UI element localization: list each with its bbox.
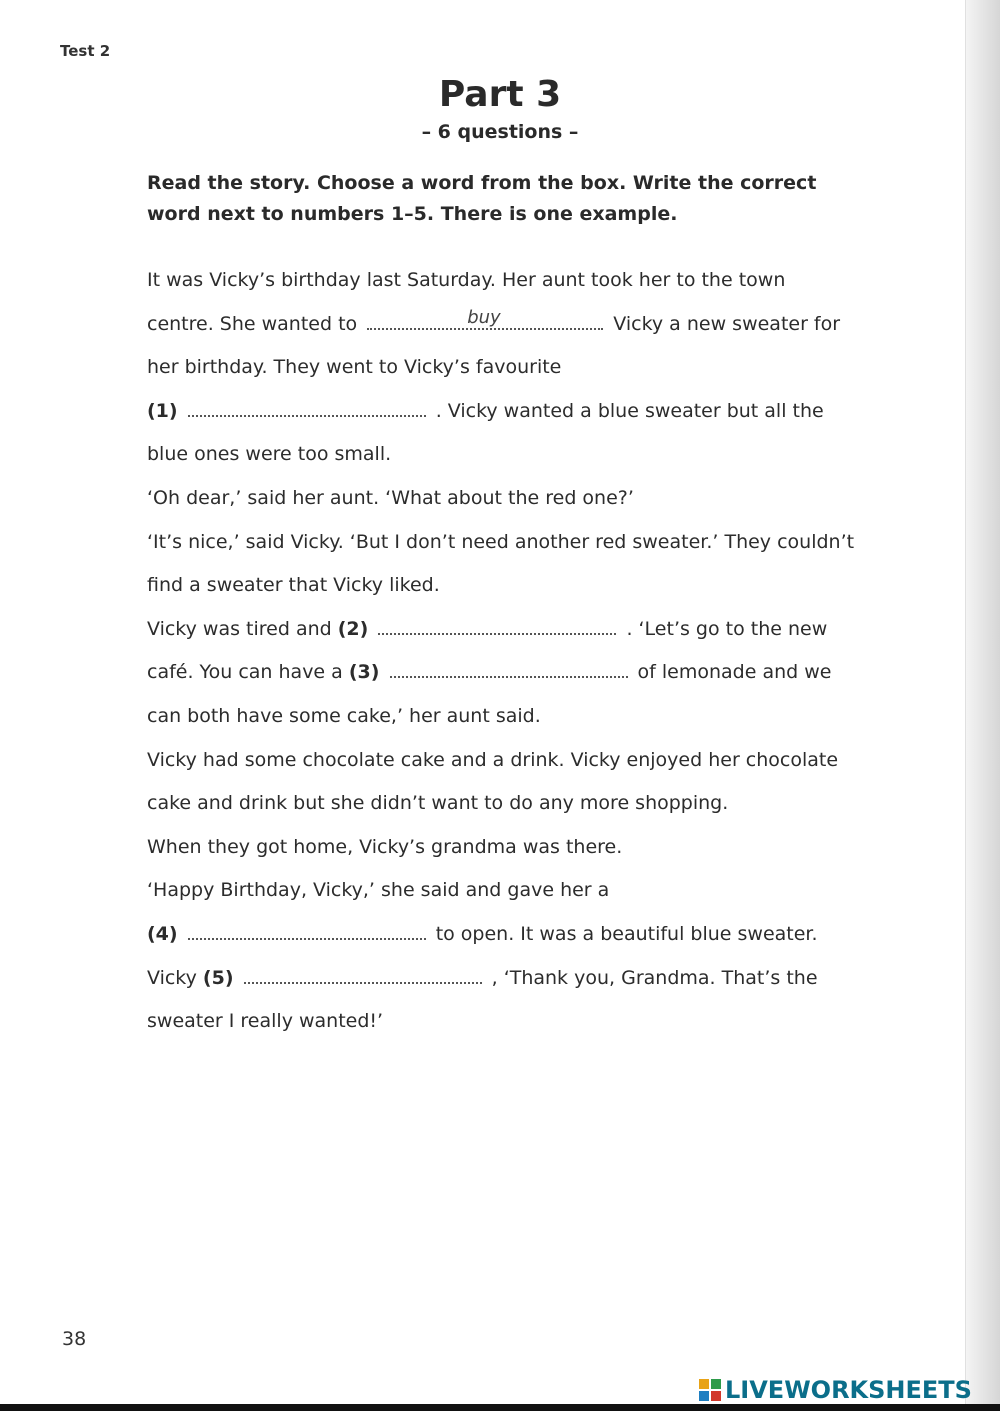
story-line-13: cake and drink but she didn’t want to do any more shopping. xyxy=(147,792,729,815)
story-line-2-end: Vicky a new sweater for xyxy=(613,312,841,335)
story-line-5: blue ones were too small. xyxy=(147,443,392,466)
page-number: 38 xyxy=(62,1328,87,1350)
page-subtitle: – 6 questions – xyxy=(421,121,579,143)
answer-blank-2[interactable] xyxy=(378,617,616,635)
story-text xyxy=(147,259,867,1044)
test-label: Test 2 xyxy=(60,42,111,60)
story-line-14: When they got home, Vicky’s grandma was there. xyxy=(147,835,623,858)
brand-name: LIVEWORKSHEETS xyxy=(725,1376,972,1404)
question-2-number: (2) xyxy=(337,617,369,640)
story-line-6: ‘Oh dear,’ said her aunt. ‘What about the red one?’ xyxy=(147,486,634,509)
story-line-12: Vicky had some chocolate cake and a drink. Vicky enjoyed her chocolate xyxy=(147,748,839,771)
story-line-9-start: Vicky was tired and xyxy=(147,617,332,640)
story-line-8: find a sweater that Vicky liked. xyxy=(147,574,440,597)
question-1-number: (1) xyxy=(147,399,178,422)
example-blank xyxy=(367,306,603,330)
story-line-16 xyxy=(147,913,867,957)
story-line-10-start: café. You can have a xyxy=(147,661,343,684)
question-3-number: (3) xyxy=(348,661,380,684)
page-edge-shadow xyxy=(965,0,1000,1411)
answer-blank-3[interactable] xyxy=(390,660,628,678)
story-line-4 xyxy=(147,390,867,434)
story-line-7: ‘It’s nice,’ said Vicky. ‘But I don’t need another red sweater.’ They couldn’t xyxy=(147,530,855,553)
story-line-15: ‘Happy Birthday, Vicky,’ she said and gave her a xyxy=(147,879,610,902)
story-line-3: her birthday. They went to Vicky’s favourite xyxy=(147,356,562,379)
question-4-number: (4) xyxy=(147,922,178,945)
story-line-10 xyxy=(147,651,867,695)
story-line-11: can both have some cake,’ her aunt said. xyxy=(147,704,541,727)
story-line-17 xyxy=(147,957,867,1001)
story-line-2 xyxy=(147,303,867,347)
liveworksheets-brand[interactable] xyxy=(698,1375,972,1405)
story-line-10-end: of lemonade and we xyxy=(637,661,832,684)
answer-blank-4[interactable] xyxy=(188,922,426,940)
answer-blank-5[interactable] xyxy=(244,966,482,984)
instructions: Read the story. Choose a word from the box. Write the correct word next to numbers 1–5. There is one example. xyxy=(147,172,817,225)
answer-blank-1[interactable] xyxy=(188,399,426,417)
liveworksheets-logo-icon xyxy=(698,1378,722,1402)
story-line-18: sweater I really wanted!’ xyxy=(147,1010,384,1033)
question-5-number: (5) xyxy=(202,966,234,989)
story-line-17-start: Vicky xyxy=(147,966,197,989)
story-line-9 xyxy=(147,608,867,652)
bottom-bar xyxy=(0,1404,1000,1411)
story-line-2-start: centre. She wanted to xyxy=(147,312,358,335)
example-answer: buy xyxy=(467,306,501,328)
story-line-16-end: to open. It was a beautiful blue sweater. xyxy=(435,922,818,945)
story-line-1: It was Vicky’s birthday last Saturday. Her aunt took her to the town xyxy=(147,269,786,291)
story-line-9-end: . ‘Let’s go to the new xyxy=(626,617,828,640)
story-line-17-end: , ‘Thank you, Grandma. That’s the xyxy=(491,966,818,989)
page-title: Part 3 xyxy=(438,74,562,115)
story-line-4-end: . Vicky wanted a blue sweater but all the xyxy=(435,399,824,422)
